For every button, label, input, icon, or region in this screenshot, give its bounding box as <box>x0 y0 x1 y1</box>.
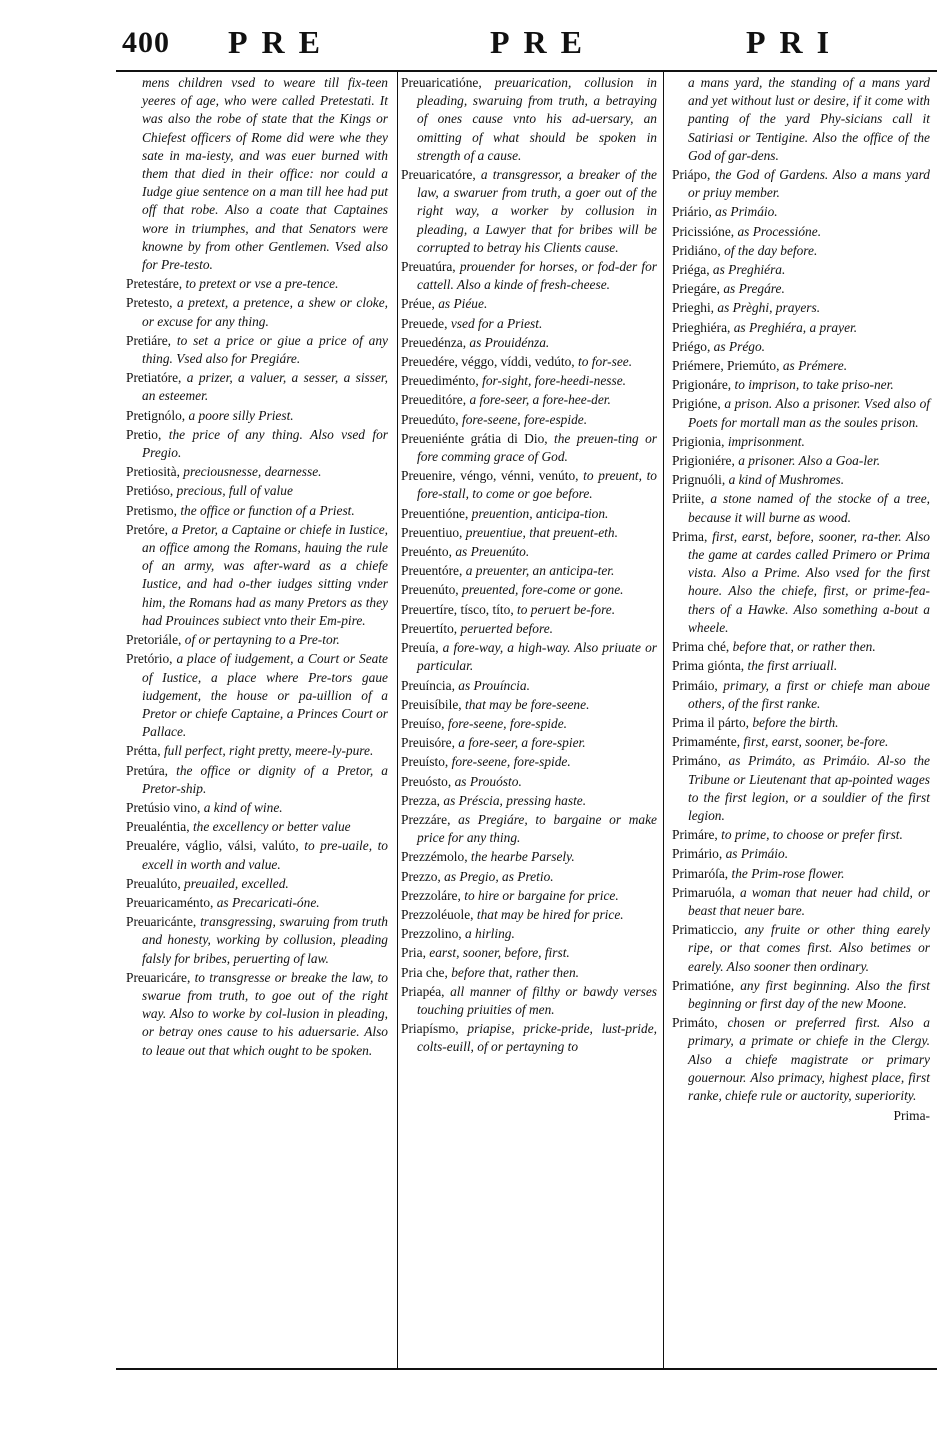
entry-definition: any fruite or other thing earely ripe, or that comes first. Also betimes or earely. Also sooner then ordinary. <box>688 922 930 974</box>
entry-headword: Preuede, <box>401 315 448 331</box>
entry-definition: the preuen-ting or fore comming grace of God. <box>417 430 657 465</box>
dictionary-entry <box>401 868 657 886</box>
entry-definition: to transgresse or breake the law, to swarue from truth, to goe out of the right way. Also to worke by col-lusion in pleading, or betray ones cause to his aduersarie. Also to leaue out that which ought to be spoken. <box>142 969 388 1058</box>
entry-headword: Pricissióne, <box>672 223 735 239</box>
dictionary-entry <box>126 875 388 893</box>
entry-headword: Primário, <box>672 846 723 862</box>
entry-headword: Priegáre, <box>672 281 720 297</box>
entry-headword: Priéga, <box>672 262 710 278</box>
dictionary-entry <box>401 677 657 695</box>
column-3 <box>672 74 930 1125</box>
entry-headword: Pretiosità, <box>126 464 180 480</box>
dictionary-entry <box>401 524 657 542</box>
entry-headword: Preuíso, <box>401 715 445 731</box>
dictionary-entry <box>126 521 388 630</box>
dictionary-entry <box>126 275 388 293</box>
dictionary-entry <box>126 463 388 481</box>
entry-headword: Pretiáre, <box>126 332 171 348</box>
dictionary-entry <box>672 242 930 260</box>
entry-definition: a hirling. <box>464 926 515 942</box>
entry-definition: to imprison, to take priso-ner. <box>734 377 894 393</box>
dictionary-entry <box>672 714 930 732</box>
bottom-rule <box>116 1368 937 1370</box>
entry-headword: Pridiáno, <box>672 242 721 258</box>
entry-headword: Preuía, <box>401 640 439 656</box>
dictionary-entry <box>126 294 388 330</box>
entry-definition: mens children vsed to weare till fix-teen yeeres of age, who were called Pretestati. It was also the robe of state that the Kings or Chiefest officers of Rome did were whe they sate in ma-iesty, and was euer burned with them that died in their office: nor could a Iudge giue sentence on a man till hee had put off that robe. Also a coate that Captaines wore in triumphes, and that Senators were knowne by from other Gentlemen. Vsed also for Pre-testo. <box>142 75 388 273</box>
entry-definition: before the birth. <box>752 714 839 730</box>
entry-headword: Pretório, <box>126 651 173 667</box>
entry-definition: transgressing, swaruing from truth and honesty, working by collusion, pleading falsly for bribes, peruerting of law. <box>142 914 388 966</box>
dictionary-entry <box>401 983 657 1019</box>
entry-headword: Préue, <box>401 296 435 312</box>
entry-headword: Primáre, <box>672 827 718 843</box>
entry-definition: that may be hired for price. <box>476 906 624 922</box>
entry-definition: as Prouidénza. <box>469 334 550 350</box>
entry-definition: the Prim-rose flower. <box>731 865 845 881</box>
entry-definition: a kind of Mushromes. <box>728 472 845 488</box>
entry-definition: priapise, pricke-pride, lust-pride, colts-euill, of or pertayning to <box>417 1021 657 1055</box>
entry-headword: Preuedúto, <box>401 411 459 427</box>
entry-headword: Prigioniére, <box>672 453 735 469</box>
entry-headword: Preuaricánte, <box>126 914 197 930</box>
dictionary-entry <box>672 752 930 825</box>
catchword: Prima- <box>893 1108 930 1124</box>
page-number: 400 <box>122 26 170 59</box>
dictionary-entry <box>126 650 388 741</box>
running-head-right: PRI <box>746 24 844 60</box>
dictionary-entry <box>401 581 657 599</box>
entry-headword: Primáto, <box>672 1015 718 1031</box>
dictionary-entry <box>672 638 930 656</box>
entry-definition: fore-seene, fore-espide. <box>462 411 588 427</box>
entry-headword: Pretiatóre, <box>126 370 182 386</box>
entry-definition: that may be fore-seene. <box>464 696 590 712</box>
dictionary-entry <box>126 742 388 760</box>
dictionary-entry <box>126 407 388 425</box>
dictionary-entry <box>401 925 657 943</box>
dictionary-entry <box>672 528 930 637</box>
entry-headword: Prezzoléuole, <box>401 906 474 922</box>
dictionary-entry <box>126 482 388 500</box>
dictionary-entry <box>401 773 657 791</box>
entry-definition: any first beginning. Also the first beginning or first day of the new Moone. <box>688 977 930 1011</box>
entry-definition: a stone named of the stocke of a tree, because it will burne as wood. <box>688 491 930 525</box>
dictionary-entry <box>672 166 930 202</box>
entry-definition: the price of any thing. Also vsed for Pregio. <box>142 426 388 461</box>
entry-headword: Preuedére, véggo, víddi, vedúto, <box>401 354 575 370</box>
entry-definition: chosen or preferred first. Also a primary, a primate or chiefe in the Clergy. Also a chiefe magistrate or primary gouernour. Also primacy, highest place, first ranke, chiefe rule or auctority, superiority. <box>688 1015 930 1103</box>
column-1 <box>126 74 388 1061</box>
entry-definition: earst, sooner, before, first. <box>429 945 570 961</box>
dictionary-entry <box>401 753 657 771</box>
entry-headword: Prieghi, <box>672 300 715 316</box>
dictionary-entry <box>126 913 388 968</box>
entry-headword: Preuentióne, <box>401 505 469 521</box>
running-head-left: PRE <box>228 24 334 60</box>
entry-headword: Prezzolino, <box>401 926 462 942</box>
entry-headword: Preuósto, <box>401 773 452 789</box>
entry-definition: before that, or rather then. <box>732 639 876 655</box>
dictionary-entry <box>401 906 657 924</box>
dictionary-entry <box>401 1020 657 1056</box>
entry-headword: Preualúto, <box>126 875 181 891</box>
dictionary-entry <box>126 969 388 1060</box>
entry-definition: to prime, to choose or prefer first. <box>721 827 903 843</box>
entry-definition: a fore-way, a high-way. Also priuate or particular. <box>417 640 657 674</box>
entry-definition: as Pregáre. <box>723 281 785 297</box>
entry-definition: primary, a first or chiefe man aboue others, of the first ranke. <box>688 677 930 711</box>
entry-headword: Primaróſa, <box>672 865 729 881</box>
dictionary-entry <box>672 395 930 431</box>
entry-headword: Priapísmo, <box>401 1021 459 1037</box>
entry-definition: a prison. Also a prisoner. Vsed also of Poets for mortall man as the soules prison. <box>688 396 930 430</box>
dictionary-entry <box>672 845 930 863</box>
entry-definition: all manner of filthy or bawdy verses touching priuities of men. <box>417 983 657 1017</box>
dictionary-entry <box>672 203 930 221</box>
entry-definition: as Processióne. <box>737 223 822 239</box>
dictionary-entry <box>672 921 930 976</box>
entry-definition: as Prémere. <box>782 358 848 374</box>
entry-headword: Primatióne, <box>672 977 735 993</box>
entry-headword: Priápo, <box>672 167 711 183</box>
dictionary-entry <box>672 319 930 337</box>
entry-definition: to pretext or vse a pre-tence. <box>185 276 339 292</box>
dictionary-entry <box>672 280 930 298</box>
entry-headword: Preuíncia, <box>401 677 455 693</box>
dictionary-entry <box>401 887 657 905</box>
dictionary-entry <box>126 818 388 836</box>
entry-headword: Preueniénte grátia di Dio, <box>401 430 548 446</box>
entry-definition: fore-seene, fore-spide. <box>451 754 571 770</box>
dictionary-entry <box>401 74 657 165</box>
dictionary-entry <box>672 657 930 675</box>
dictionary-entry <box>672 261 930 279</box>
entry-headword: Preuísto, <box>401 754 449 770</box>
entry-definition: preuailed, excelled. <box>184 875 289 891</box>
dictionary-entry <box>126 426 388 462</box>
entry-headword: Preuenire, véngo, vénni, venúto, <box>401 468 579 484</box>
entry-headword: Prigionáre, <box>672 377 732 393</box>
dictionary-entry <box>401 944 657 962</box>
entry-headword: Preueditóre, <box>401 392 467 408</box>
entry-headword: Prigióne, <box>672 396 721 412</box>
dictionary-entry <box>126 502 388 520</box>
entry-headword: Preuaricatióne, <box>401 75 482 90</box>
dictionary-entry <box>401 696 657 714</box>
entry-definition: of the day before. <box>724 242 818 258</box>
dictionary-entry <box>126 837 388 873</box>
dictionary-entry <box>126 799 388 817</box>
entry-definition: a prizer, a valuer, a sesser, a sisser, an esteemer. <box>142 370 388 404</box>
entry-definition: full perfect, right pretty, meere-ly-pure. <box>163 743 374 759</box>
dictionary-entry <box>672 865 930 883</box>
dictionary-entry <box>401 639 657 675</box>
column-divider-2 <box>663 70 664 1370</box>
entry-headword: Pretúra, <box>126 762 169 778</box>
dictionary-entry <box>401 295 657 313</box>
entry-definition: the excellency or better value <box>192 819 351 835</box>
entry-definition: to for-see. <box>578 354 633 370</box>
dictionary-entry <box>401 734 657 752</box>
entry-definition: to set a price or giue a price of any thing. Vsed also for Pregiáre. <box>142 332 388 367</box>
dictionary-entry <box>126 332 388 368</box>
dictionary-entry <box>401 811 657 847</box>
entry-definition: as Preghiéra. <box>712 262 786 278</box>
entry-headword: Priémere, Priemúto, <box>672 358 780 374</box>
dictionary-entry <box>401 391 657 409</box>
entry-definition: before that, rather then. <box>451 964 580 980</box>
entry-definition: as Primáto, as Primáio. Al-so the Tribune or Lieutenant that ap-pointed wages to the first legion, or a souldier of the first legion. <box>688 753 930 823</box>
entry-definition: a poore silly Priest. <box>188 407 294 423</box>
entry-headword: Prignuóli, <box>672 472 726 488</box>
entry-headword: Preuertíto, <box>401 620 458 636</box>
entry-definition: for-sight, fore-heedi-nesse. <box>482 373 626 389</box>
entry-definition: as Pregiáre, to bargaine or make price for any thing. <box>417 811 657 846</box>
entry-headword: Prezzo, <box>401 868 441 884</box>
entry-headword: Prima ché, <box>672 639 730 655</box>
entry-headword: Pretesto, <box>126 295 173 311</box>
entry-definition: as Prèghi, prayers. <box>717 300 821 316</box>
column-2 <box>401 74 657 1058</box>
entry-definition: as Piéue. <box>438 296 488 312</box>
dictionary-entry <box>401 334 657 352</box>
entry-headword: Priégo, <box>672 338 711 354</box>
entry-definition: preciousnesse, dearnesse. <box>183 464 322 480</box>
entry-definition: first, earst, sooner, be-fore. <box>743 734 889 750</box>
entry-definition: the office or dignity of a Pretor, a Pretor-ship. <box>142 762 388 796</box>
entry-headword: Priite, <box>672 491 705 507</box>
dictionary-entry <box>401 166 657 257</box>
entry-headword: Preuentóre, <box>401 563 463 579</box>
entry-headword: Preuentiuo, <box>401 524 463 540</box>
entry-headword: Preuénto, <box>401 544 452 560</box>
entry-headword: Pria, <box>401 945 426 961</box>
entry-headword: Pretignólo, <box>126 407 186 423</box>
entry-headword: Primaménte, <box>672 734 741 750</box>
entry-definition: to hire or bargaine for price. <box>464 887 619 903</box>
entry-definition: as Préscia, pressing haste. <box>443 792 587 808</box>
entry-continuation <box>672 74 930 165</box>
dictionary-entry <box>126 762 388 798</box>
dictionary-entry <box>672 1014 930 1105</box>
dictionary-entry <box>401 715 657 733</box>
dictionary-entry <box>672 299 930 317</box>
entry-headword: Prigionia, <box>672 433 725 449</box>
entry-headword: Prima, <box>672 528 708 544</box>
dictionary-entry <box>672 490 930 526</box>
entry-definition: the office or function of a Priest. <box>180 502 355 518</box>
entry-definition: as Primáio. <box>715 204 778 220</box>
entry-headword: Preuaricaménto, <box>126 894 214 910</box>
entry-definition: fore-seene, fore-spide. <box>447 715 567 731</box>
dictionary-entry <box>672 357 930 375</box>
entry-definition: to pre-uaile, to excell in worth and value. <box>142 838 388 872</box>
dictionary-entry <box>672 977 930 1013</box>
entry-headword: Preuisóre, <box>401 735 455 751</box>
entry-headword: Preuatúra, <box>401 259 456 275</box>
dictionary-entry <box>401 792 657 810</box>
entry-headword: Preualéntia, <box>126 819 190 835</box>
entry-headword: Preualére, váglio, válsi, valúto, <box>126 838 299 854</box>
entry-headword: Pretóre, <box>126 521 169 537</box>
entry-headword: Prima il párto, <box>672 714 749 730</box>
entry-headword: Prieghiéra, <box>672 319 731 335</box>
entry-definition: as Prouósto. <box>454 773 522 789</box>
running-header <box>110 18 930 70</box>
entry-headword: Primaruóla, <box>672 884 735 900</box>
entry-definition: as Primáio. <box>725 846 789 862</box>
dictionary-entry <box>401 430 657 466</box>
entry-definition: peruerted before. <box>460 620 553 636</box>
entry-definition: a fore-seer, a fore-spier. <box>458 735 586 751</box>
dictionary-entry <box>672 884 930 920</box>
entry-headword: Preuaricatóre, <box>401 167 476 183</box>
dictionary-entry <box>672 452 930 470</box>
dictionary-entry <box>672 733 930 751</box>
entry-headword: Pretióso, <box>126 483 174 499</box>
entry-definition: a place of iudgement, a Court or Seate of Iustice, a place where Pre-tors gaue iudgement, the house or pa-uillion of a Pretor or chiefe Captaine, a Princes Court or Pallace. <box>142 651 388 740</box>
entry-headword: Pretúsio vino, <box>126 799 201 815</box>
entry-headword: Priário, <box>672 204 712 220</box>
dictionary-entry <box>401 848 657 866</box>
entry-headword: Pretio, <box>126 426 162 442</box>
entry-definition: a transgressor, a breaker of the law, a swaruer from truth, a goer out of the right way, a worker by collusion in pleading, a Lawyer that for bribes will be corrupted to betray his Clients cause. <box>417 167 657 255</box>
entry-definition: the God of Gardens. Also a mans yard or priuy member. <box>688 167 930 201</box>
entry-headword: Prezza, <box>401 792 441 808</box>
dictionary-entry <box>126 894 388 912</box>
entry-definition: as Pregio, as Pretio. <box>444 868 554 884</box>
entry-definition: a fore-seer, a fore-hee-der. <box>469 392 611 408</box>
entry-headword: Primáno, <box>672 753 721 769</box>
dictionary-entry <box>401 543 657 561</box>
dictionary-entry <box>401 372 657 390</box>
entry-headword: Preuenúto, <box>401 582 459 598</box>
entry-headword: Priapéa, <box>401 983 445 999</box>
entry-headword: Preuaricáre, <box>126 969 191 985</box>
dictionary-entry <box>401 505 657 523</box>
entry-definition: to peruert be-fore. <box>517 601 616 617</box>
entry-definition: a prisoner. Also a Goa-ler. <box>738 453 881 469</box>
dictionary-entry <box>401 601 657 619</box>
entry-headword: Prétta, <box>126 743 161 759</box>
entry-definition: a kind of wine. <box>203 799 283 815</box>
dictionary-entry <box>401 411 657 429</box>
dictionary-entry <box>401 315 657 333</box>
dictionary-entry <box>672 471 930 489</box>
entry-definition: as Preghiéra, a prayer. <box>733 319 858 335</box>
column-divider-1 <box>397 70 398 1370</box>
entry-continuation <box>126 74 388 274</box>
dictionary-entry <box>401 620 657 638</box>
entry-headword: Prezzémolo, <box>401 849 468 865</box>
top-rule <box>116 70 937 72</box>
entry-definition: as Preuenúto. <box>455 544 530 560</box>
entry-definition: a mans yard, the standing of a mans yard and yet without lust or desire, if it come with panting of the yard Phy-sicians call it Satiriasi or Tentigine. Also the office of the God of gar-dens. <box>688 75 930 163</box>
dictionary-entry <box>672 223 930 241</box>
dictionary-entry <box>672 677 930 713</box>
dictionary-entry <box>126 369 388 405</box>
entry-headword: Pretoriále, <box>126 632 182 648</box>
entry-headword: Pria che, <box>401 964 448 980</box>
entry-headword: Prima giónta, <box>672 658 745 674</box>
dictionary-entry <box>401 258 657 294</box>
entry-headword: Prezzoláre, <box>401 887 461 903</box>
entry-definition: a Pretor, a Captaine or chiefe in Iustice, an office among the Romans, hauing the rule of an army, was after-ward as a chiefe Iustice, and had o-ther iudges sitting vnder him, the Romans had as many Pretors as they had Prouinces subiect vnto their Em-pire. <box>142 521 388 628</box>
entry-definition: the hearbe Parsely. <box>470 849 575 865</box>
dictionary-entry <box>672 338 930 356</box>
entry-headword: Prezzáre, <box>401 811 451 827</box>
dictionary-entry <box>126 631 388 649</box>
dictionary-entry <box>672 826 930 844</box>
entry-definition: a woman that neuer had child, or beast that neuer bare. <box>688 884 930 918</box>
dictionary-entry <box>401 964 657 982</box>
dictionary-entry <box>672 433 930 451</box>
entry-headword: Pretestáre, <box>126 276 183 292</box>
dictionary-entry <box>401 467 657 503</box>
dictionary-entry <box>401 562 657 580</box>
entry-headword: Preuediménto, <box>401 373 479 389</box>
entry-definition: preuention, anticipa-tion. <box>471 505 609 521</box>
entry-definition: precious, full of value <box>176 483 293 499</box>
entry-definition: preuented, fore-come or gone. <box>462 582 624 598</box>
entry-definition: a pretext, a pretence, a shew or cloke, or excuse for any thing. <box>142 295 388 329</box>
entry-definition: a preuenter, an anticipa-ter. <box>465 563 615 579</box>
dictionary-entry <box>672 376 930 394</box>
dictionary-entry <box>401 353 657 371</box>
entry-definition: preuentiue, that preuent-eth. <box>465 524 618 540</box>
entry-definition: of or pertayning to a Pre-tor. <box>184 632 340 648</box>
entry-definition: the first arriuall. <box>747 658 838 674</box>
entry-definition: vsed for a Priest. <box>450 315 543 331</box>
entry-headword: Preuedénza, <box>401 334 467 350</box>
entry-definition: imprisonment. <box>727 433 805 449</box>
entry-headword: Pretismo, <box>126 502 177 518</box>
entry-headword: Primáio, <box>672 677 718 693</box>
entry-definition: as Precaricati-óne. <box>216 894 320 910</box>
entry-definition: first, earst, before, sooner, ra-ther. Also the game at cardes called Primero or Prima vista. Also a Prime. Also vsed for the first houre. Also the chiefe, first, or prime-fea-thers of a Hawke. Also something a-bout a wheele. <box>688 528 930 635</box>
entry-definition: as Prégo. <box>713 338 765 354</box>
entry-definition: as Prouíncia. <box>458 677 530 693</box>
running-head-center: PRE <box>490 24 596 60</box>
entry-definition: prouender for horses, or fod-der for cattell. Also a kinde of fresh-cheese. <box>417 259 657 293</box>
entry-headword: Preuertíre, tísco, títo, <box>401 601 514 617</box>
entry-definition: to preuent, to fore-stall, to come or goe before. <box>417 468 657 502</box>
entry-headword: Preuisíbile, <box>401 696 462 712</box>
entry-headword: Primaticcio, <box>672 922 738 938</box>
entry-definition: preuarication, collusion in pleading, swaruing from truth, a betraying of ones cause vnto his ad-uersary, an omitting of what should be spoken in strength of a cause. <box>417 75 657 163</box>
